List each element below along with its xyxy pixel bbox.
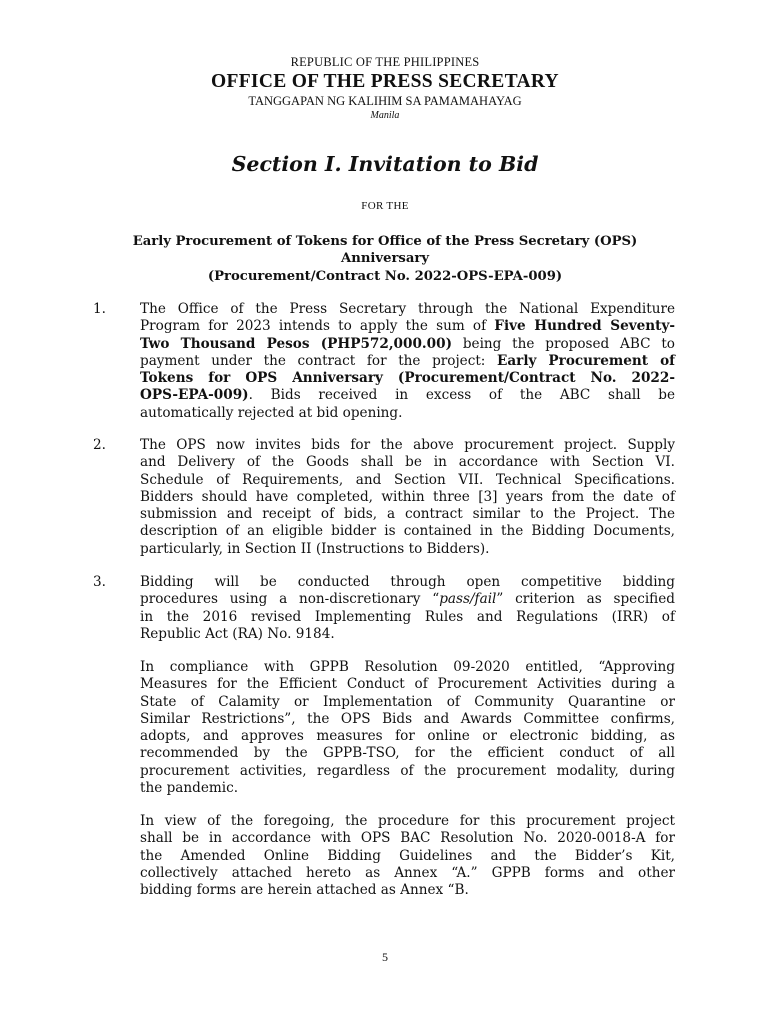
- paragraph-3: [140, 574, 675, 643]
- letterhead-office: OFFICE OF THE PRESS SECRETARY: [211, 71, 559, 92]
- text-line: Measures for the Efficient Conduct of Procurement Activities during a: [140, 676, 675, 693]
- project-title-line: Anniversary: [341, 251, 429, 267]
- text-line: [140, 336, 675, 353]
- text-line: particularly, in Section II (Instructions to Bidders).: [140, 540, 490, 557]
- letterhead-city: Manila: [370, 110, 400, 121]
- bold-span: OPS-EPA-009): [140, 387, 249, 404]
- letterhead-tanggapan: TANGGAPAN NG KALIHIM SA PAMAMAHAYAG: [248, 94, 522, 108]
- text-line: In view of the foregoing, the procedure for this procurement project: [140, 813, 675, 829]
- bold-span: Five Hundred Seventy-: [494, 318, 675, 335]
- paragraph-4: [140, 659, 675, 797]
- text-line: the Amended Online Bidding Guidelines and the Bidder’s Kit,: [140, 847, 675, 864]
- text-span: payment under the contract for the project:: [140, 352, 497, 369]
- text-line: [140, 318, 675, 335]
- text-line: in the 2016 revised Implementing Rules and Regulations (IRR) of: [140, 608, 675, 625]
- text-line: Similar Restrictions”, the OPS Bids and Awards Committee confirms,: [140, 710, 675, 727]
- text-line: automatically rejected at bid opening.: [140, 404, 403, 421]
- text-line: and Delivery of the Goods shall be in accordance with Section VI.: [140, 454, 675, 471]
- text-line: description of an eligible bidder is contained in the Bidding Documents,: [140, 523, 675, 540]
- section-title: Section I. Invitation to Bid: [231, 152, 539, 176]
- text-line: In compliance with GPPB Resolution 09-2020 entitled, “Approving: [140, 659, 675, 675]
- text-line: Bidders should have completed, within three [3] years from the date of: [140, 488, 675, 505]
- text-span: . Bids received in excess of the ABC shall be: [248, 387, 675, 404]
- text-line: State of Calamity or Implementation of Community Quarantine or: [140, 693, 675, 710]
- bold-span: Two Thousand Pesos (PHP572,000.00): [140, 335, 453, 352]
- text-span: Program for 2023 intends to apply the sum of: [140, 318, 495, 335]
- text-line: procurement activities, regardless of the procurement modality, during: [140, 762, 675, 779]
- text-line: collectively attached hereto as Annex “A.” GPPB forms and other: [140, 864, 675, 881]
- project-title: [95, 233, 675, 285]
- text-line: submission and receipt of bids, a contract similar to the Project. The: [140, 506, 675, 522]
- text-line: Republic Act (RA) No. 9184.: [140, 625, 335, 642]
- text-line: The OPS now invites bids for the above procurement project. Supply: [140, 437, 675, 453]
- italic-span: pass/fail: [439, 591, 497, 608]
- text-span: ” criterion as specified: [496, 591, 675, 608]
- paragraph-2: [140, 437, 675, 558]
- text-line: [140, 387, 675, 404]
- project-title-line: Early Procurement of Tokens for Office of the Press Secretary (OPS): [132, 234, 638, 249]
- text-line: adopts, and approves measures for online or electronic bidding, as: [140, 728, 675, 744]
- text-line: Bidding will be conducted through open competitive bidding: [140, 574, 675, 590]
- text-line: Schedule of Requirements, and Section VII. Technical Specifications.: [140, 471, 675, 488]
- page-number: 5: [382, 950, 388, 964]
- text-span: being the proposed ABC to: [452, 335, 675, 352]
- letterhead: [0, 55, 770, 122]
- text-line: [140, 370, 675, 387]
- text-line: [140, 591, 675, 608]
- text-line: bidding forms are herein attached as Annex “B.: [140, 882, 469, 898]
- paragraph-number: 1.: [93, 301, 106, 317]
- paragraph-number: 2.: [93, 437, 106, 453]
- paragraph-5: [140, 813, 675, 899]
- bold-span: Tokens for OPS Anniversary (Procurement/Contract No. 2022-: [140, 370, 675, 386]
- text-line: shall be in accordance with OPS BAC Resolution No. 2020-0018-A for: [140, 830, 675, 847]
- text-line: The Office of the Press Secretary through the National Expenditure: [140, 301, 675, 317]
- letterhead-republic: REPUBLIC OF THE PHILIPPINES: [290, 55, 480, 69]
- for-the-label: FOR THE: [361, 200, 409, 212]
- project-title-line: (Procurement/Contract No. 2022-OPS-EPA-009): [207, 268, 563, 284]
- text-span: procedures using a non-discretionary “: [140, 591, 440, 608]
- paragraph-1: [140, 301, 675, 422]
- paragraph-number: 3.: [93, 574, 106, 590]
- bold-span: Early Procurement of: [497, 352, 675, 369]
- text-line: [140, 353, 675, 370]
- text-line: the pandemic.: [140, 779, 239, 796]
- text-line: recommended by the GPPB-TSO, for the efficient conduct of all: [140, 745, 675, 762]
